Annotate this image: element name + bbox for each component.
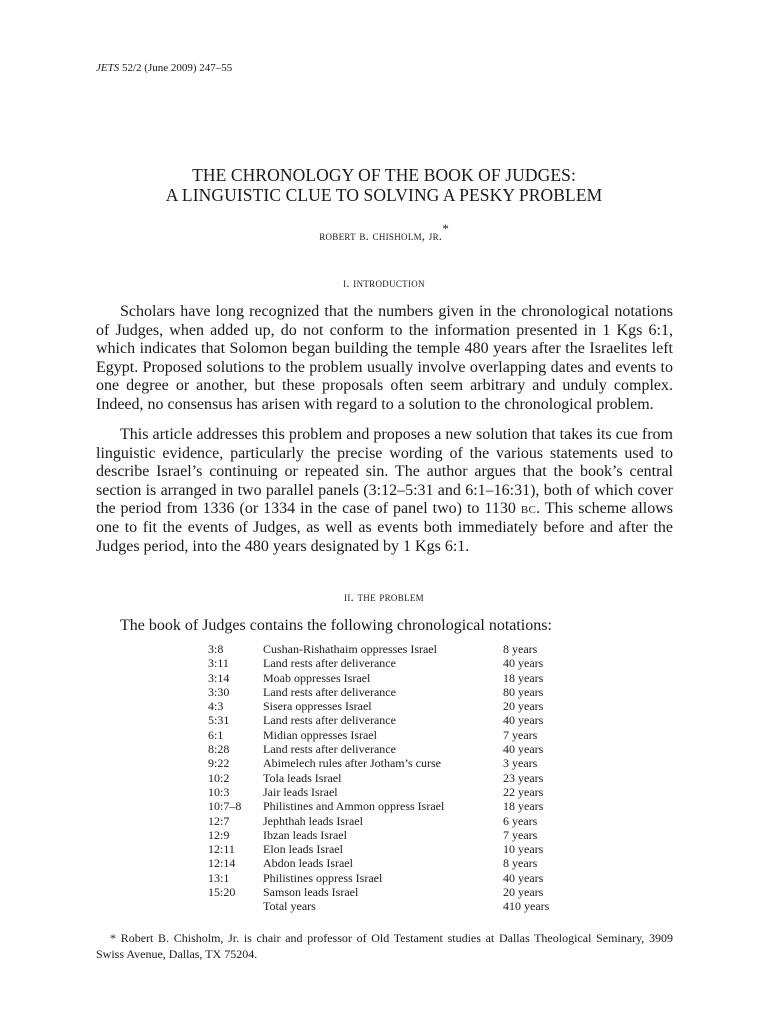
chronology-table [208, 642, 593, 914]
notation-years: 18 years [503, 799, 544, 814]
table-row [208, 799, 593, 813]
notation-reference: 3:30 [208, 684, 230, 699]
table-row [208, 699, 593, 713]
table-row [208, 899, 593, 913]
table-row [208, 756, 593, 770]
notation-years: 40 years [503, 713, 544, 728]
notation-years: 7 years [503, 727, 538, 742]
table-row [208, 742, 593, 756]
notation-years: 6 years [503, 813, 538, 828]
notation-reference: 12:9 [208, 827, 230, 842]
notation-years: 3 years [503, 756, 538, 771]
notation-reference: 3:8 [208, 642, 224, 656]
notation-event: Sisera oppresses Israel [263, 699, 372, 714]
author-byline [0, 223, 768, 244]
notation-reference: 15:20 [208, 885, 236, 900]
notation-event: Tola leads Israel [263, 770, 342, 785]
notation-reference: 4:3 [208, 699, 224, 714]
notation-years: 22 years [503, 784, 544, 799]
notation-reference: 10:2 [208, 770, 230, 785]
notation-reference: 13:1 [208, 870, 230, 885]
notation-years: 8 years [503, 856, 538, 871]
notation-event: Land rests after deliverance [263, 713, 396, 728]
journal-abbrev: JETS [96, 62, 120, 74]
notation-event: Philistines oppress Israel [263, 870, 383, 885]
author-name: robert b. chisholm, jr. [319, 229, 443, 244]
notation-reference: 12:14 [208, 856, 236, 871]
notation-years: 410 years [503, 899, 550, 914]
notation-years: 40 years [503, 656, 544, 671]
notation-years: 7 years [503, 827, 538, 842]
notation-event: Jephthah leads Israel [263, 813, 363, 828]
intro-paragraph-2-text [96, 426, 673, 556]
notation-years: 18 years [503, 670, 544, 685]
intro-paragraph-2-part-b: . This scheme allows one to fit the events of Judges, as well as events both immediately before and after the Judges period, into the 480 years designated by 1 Kgs 6:1. [96, 500, 674, 555]
notation-years: 20 years [503, 699, 544, 714]
notation-reference: 12:7 [208, 813, 230, 828]
notation-years: 40 years [503, 870, 544, 885]
notation-years: 23 years [503, 770, 544, 785]
table-row [208, 656, 593, 670]
notation-reference: 12:11 [208, 842, 235, 857]
article-title-line-2: A LINGUISTIC CLUE TO SOLVING A PESKY PROBLEM [165, 185, 603, 205]
notation-event: Cushan-Rishathaim oppresses Israel [263, 642, 437, 656]
article-title-line-1: THE CHRONOLOGY OF THE BOOK OF JUDGES: [192, 165, 576, 185]
intro-paragraph-2 [96, 426, 673, 556]
notation-event: Jair leads Israel [263, 784, 338, 799]
table-row [208, 828, 593, 842]
table-row [208, 642, 593, 656]
notation-event: Abdon leads Israel [263, 856, 353, 871]
notation-event: Land rests after deliverance [263, 684, 396, 699]
notation-years: 10 years [503, 842, 544, 857]
notation-event: Ibzan leads Israel [263, 827, 347, 842]
table-row [208, 771, 593, 785]
table-row [208, 842, 593, 856]
table-row [208, 814, 593, 828]
notation-reference: 3:11 [208, 656, 229, 671]
notation-reference: 6:1 [208, 727, 224, 742]
notation-event: Midian oppresses Israel [263, 727, 377, 742]
table-row [208, 685, 593, 699]
problem-lead-text: The book of Judges contains the following chronological notations: [120, 617, 552, 634]
notation-event: Abimelech rules after Jotham’s curse [263, 756, 441, 771]
running-header [96, 62, 232, 74]
journal-citation: 52/2 (June 2009) 247–55 [121, 62, 233, 74]
table-row [208, 871, 593, 885]
notation-years: 80 years [503, 684, 544, 699]
notation-event: Elon leads Israel [263, 842, 343, 857]
table-row [208, 713, 593, 727]
notation-event: Samson leads Israel [263, 885, 359, 900]
notation-event: Land rests after deliverance [263, 742, 396, 757]
problem-lead [96, 617, 673, 636]
table-row [208, 728, 593, 742]
notation-event: Moab oppresses Israel [263, 670, 371, 685]
section-heading-problem: ii. the problem [344, 590, 424, 604]
table-row [208, 885, 593, 899]
section-heading-introduction: i. introduction [343, 276, 425, 290]
notation-reference [208, 899, 263, 913]
notation-years: 8 years [503, 642, 538, 656]
notation-event: Philistines and Ammon oppress Israel [263, 799, 445, 814]
author-footnote [96, 931, 673, 963]
table-row [208, 856, 593, 870]
intro-paragraph-1-text: Scholars have long recognized that the numbers given in the chronological notations of Judges, when added up, do not conform to the information presented in 1 Kgs 6:1, which indicates that Solomon began building the temple 480 years after the Israelites left Egypt. Proposed solutions to the problem usually involve overlapping dates and events to one degree or another, but these proposals often seem arbitrary and unduly complex. Indeed, no consensus has arisen with regard to a solution to the chronological problem. [96, 303, 673, 413]
notation-reference: 10:3 [208, 784, 230, 799]
notation-event: Total years [263, 899, 316, 914]
notation-reference: 8:28 [208, 742, 230, 757]
notation-event: Land rests after deliverance [263, 656, 396, 671]
era-abbrev: bc [520, 500, 537, 518]
intro-paragraph-2-part-a: This article addresses this problem and proposes a new solution that takes its cue from linguistic evidence, particularly the precise wording of the various statements used to describe Israel’s continuing or repeated sin. The author argues that the book’s central section is arranged in two parallel panels (3:12–5:31 and 6:1–16:31), both of which cover the period from 1336 (or 1334 in the case of panel two) to 1130 [96, 426, 673, 518]
notation-years: 40 years [503, 742, 544, 757]
intro-paragraph-1 [96, 303, 673, 415]
table-row [208, 785, 593, 799]
notation-reference: 5:31 [208, 713, 230, 728]
author-footnote-marker: * [442, 221, 449, 236]
table-row [208, 671, 593, 685]
notation-reference: 10:7–8 [208, 799, 242, 814]
notation-reference: 9:22 [208, 756, 230, 771]
notation-years: 20 years [503, 885, 544, 900]
author-footnote-text: * Robert B. Chisholm, Jr. is chair and professor of Old Testament studies at Dallas Theological Seminary, 3909 Swiss Avenue, Dallas, TX 75204. [96, 931, 673, 961]
notation-reference: 3:14 [208, 670, 230, 685]
